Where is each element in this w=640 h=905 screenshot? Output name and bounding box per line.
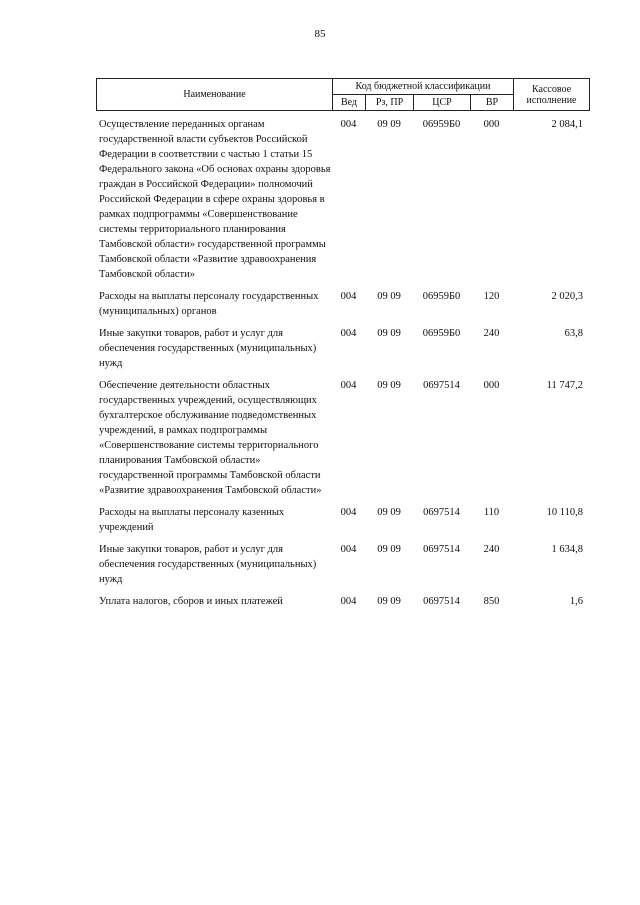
row-ved: 004 [340,291,357,302]
row-rz-pr: 09 09 [377,291,401,302]
row-rz-pr: 09 09 [377,380,401,391]
table-row [96,289,589,319]
row-name: Осуществление переданных органам государственной власти субъектов Российской Федерации в соответствии с частью 1 статьи 15 Федерального закона «Об основах охраны здоровья граждан в Российской Федерации» полномочий Российской Федерации в сфере охраны здоровья в рамках подпрограммы «Совершенствование системы территориального планирования Тамбовской области» государственной программы Тамбовской области «Развитие здравоохранения Тамбовской области» [99,119,331,280]
row-vr: 850 [483,596,500,607]
table-row [96,542,589,587]
row-csr: 0697514 [423,596,460,607]
table-row [96,594,589,609]
table-row [96,505,589,535]
row-name: Иные закупки товаров, работ и услуг для обеспечения государственных (муниципальных) нужд [99,328,317,369]
table-row [96,117,589,282]
row-amount: 1 634,8 [551,544,583,555]
row-ved: 004 [340,380,357,391]
row-vr: 000 [483,119,500,130]
row-rz-pr: 09 09 [377,119,401,130]
row-name: Расходы на выплаты персоналу государственных (муниципальных) органов [99,291,319,317]
row-rz-pr: 09 09 [377,596,401,607]
row-name: Расходы на выплаты персоналу казенных учреждений [99,507,285,533]
row-amount: 1,6 [569,596,583,607]
row-ved: 004 [340,119,357,130]
row-vr: 240 [483,328,500,339]
table-row [96,326,589,371]
row-csr: 06959Б0 [422,119,461,130]
row-name: Обеспечение деятельности областных государственных учреждений, осуществляющих бухгалтерское обслуживание подведомственных учреждений, в рамках подпрограммы «Совершенствование системы территориального планирования Тамбовской области» государственной программы Тамбовской области «Развитие здравоохранения Тамбовской области» [99,380,322,496]
row-ved: 004 [340,328,357,339]
header-csr: ЦСР [414,95,471,111]
row-csr: 06959Б0 [422,291,461,302]
row-ved: 004 [340,544,357,555]
header-vr: ВР [471,95,514,111]
header-rz-pr: Рз, ПР [366,95,414,111]
row-rz-pr: 09 09 [377,328,401,339]
row-amount: 2 084,1 [551,119,583,130]
row-vr: 110 [483,507,500,518]
row-vr: 000 [483,380,500,391]
table-header [96,78,590,111]
table-body [96,117,589,616]
row-rz-pr: 09 09 [377,544,401,555]
header-amount-line1: Кассовое [531,83,572,95]
row-csr: 0697514 [423,380,460,391]
page-number: 85 [314,28,326,40]
row-ved: 004 [340,507,357,518]
row-csr: 06959Б0 [422,328,461,339]
row-name: Иные закупки товаров, работ и услуг для обеспечения государственных (муниципальных) нужд [99,544,317,585]
header-ved: Вед [333,95,366,111]
row-amount: 63,8 [564,328,583,339]
row-amount: 11 747,2 [546,380,583,391]
row-vr: 120 [483,291,500,302]
row-amount: 2 020,3 [551,291,583,302]
row-csr: 0697514 [423,544,460,555]
row-vr: 240 [483,544,500,555]
header-name: Наименование [97,79,333,111]
row-rz-pr: 09 09 [377,507,401,518]
table-row [96,378,589,498]
row-csr: 0697514 [423,507,460,518]
header-amount-line2: исполнение [526,94,577,106]
row-name: Уплата налогов, сборов и иных платежей [99,596,283,607]
row-ved: 004 [340,596,357,607]
header-code-group: Код бюджетной классификации [333,79,514,95]
row-amount: 10 110,8 [546,507,583,518]
header-amount [514,79,590,111]
